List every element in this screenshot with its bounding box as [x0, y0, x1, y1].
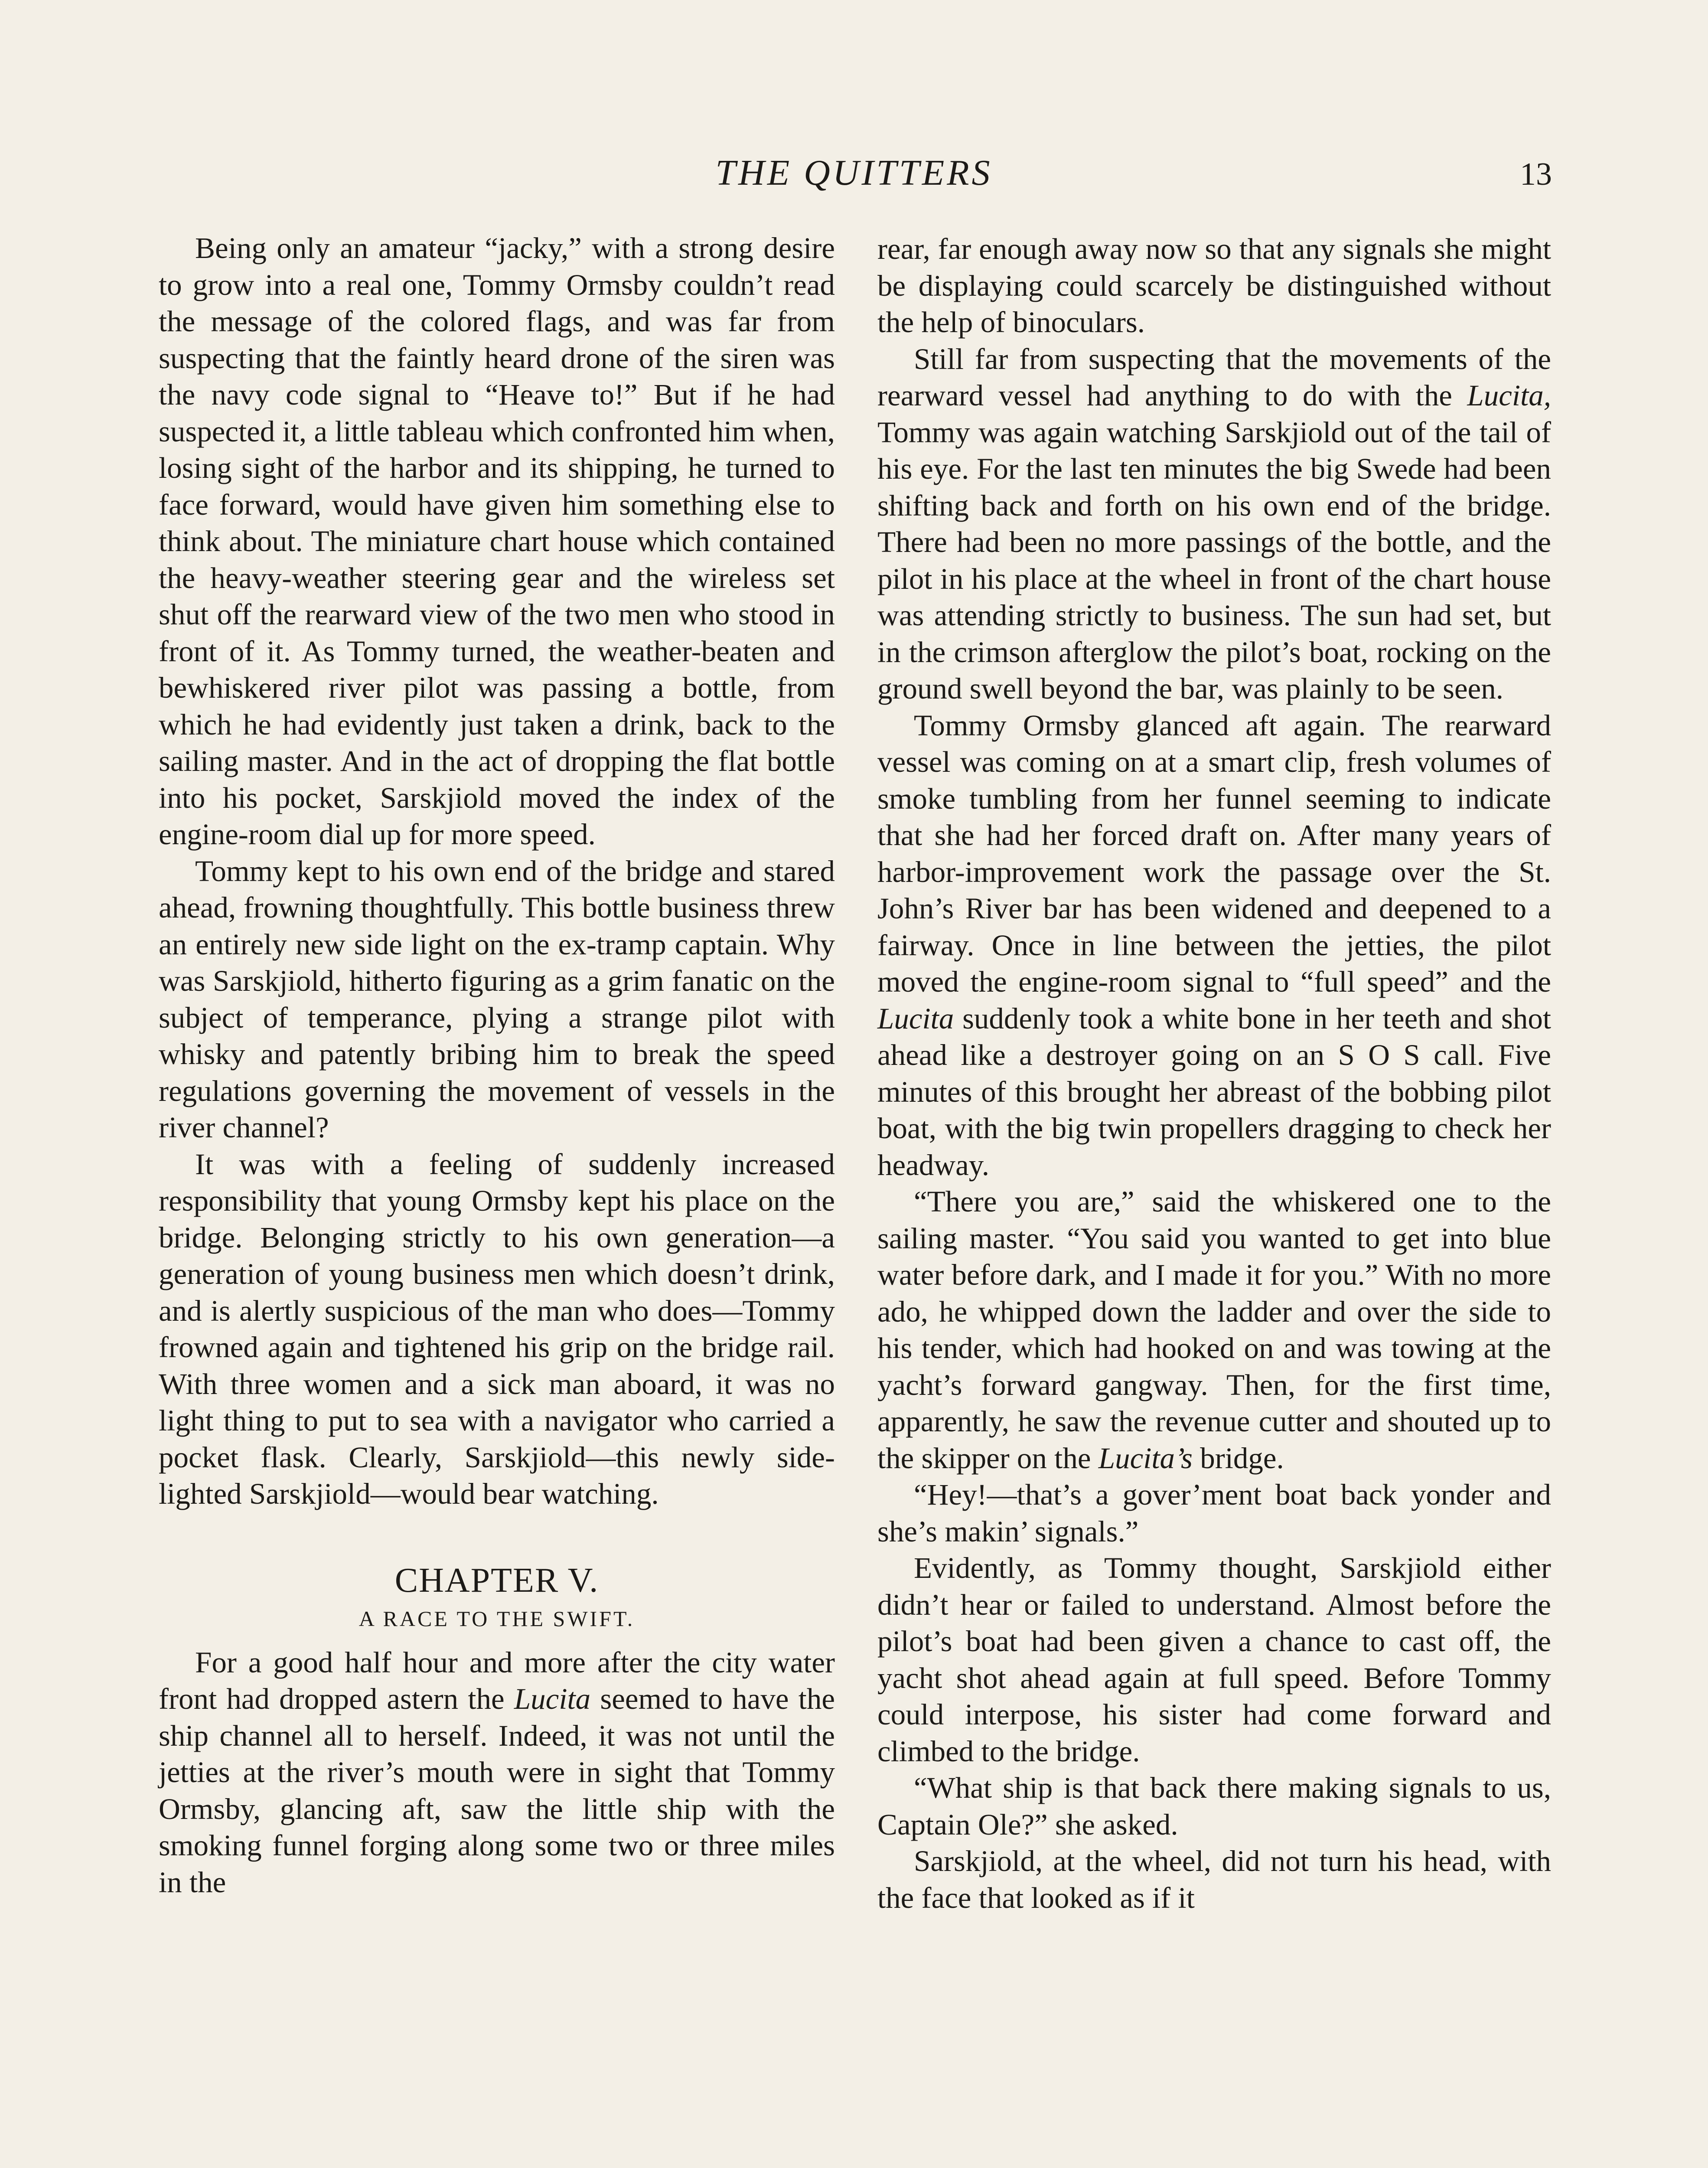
paragraph: Tommy kept to his own end of the bridge and stared ahead, frowning thoughtfully. This bottle business threw an entirely new side light on the ex-tramp captain. Why was Sarskjiold, hitherto figuring as a grim fanatic on the subject of temperance, plying a strange pilot with whisky and patently bribing him to break the speed regulations governing the movement of vessels in the river channel? — [159, 854, 835, 1144]
paragraph-text: Tommy was again watching Sarskjiold out of the tail of his eye. For the last ten minutes the big Swede had been shifting back and forth on his own end of the bridge. There had been no more passings of the bottle, and the pilot in his place at the wheel in front of the chart house was attending strictly to business. The sun had set, but in the crimson afterglow the pilot’s boat, rocking on the ground swell beyond the bar, was plainly to be seen. — [877, 415, 1551, 705]
paragraph: Evidently, as Tommy thought, Sarskjiold either didn’t hear or failed to understand. Almost before the pilot’s boat had been given a chance to cast off, the yacht shot ahead again at full speed. Before Tommy could interpose, his sister had come forward and climbed to the bridge. — [877, 1551, 1551, 1768]
paragraph — [159, 1644, 835, 1901]
paragraph: Being only an amateur “jacky,” with a strong desire to grow into a real one, Tommy Ormsby couldn’t read the message of the colored flags, and was far from suspecting that the faintly heard drone of the siren was the navy code signal to “Heave to!” But if he had suspected it, a little tableau which confronted him when, losing sight of the harbor and its shipping, he turned to face forward, would have given him something else to think about. The miniature chart house which contained the heavy-weather steering gear and the wireless set shut off the rearward view of the two men who stood in front of it. As Tommy turned, the weather-beaten and bewhiskered river pilot was passing a bottle, from which he had evidently just taken a drink, back to the sailing master. And in the act of dropping the flat bottle into his pocket, Sarskjiold moved the index of the engine-room dial up for more speed. — [159, 232, 835, 851]
paragraph-text: “There you are,” said the whiskered one to the sailing master. “You said you wanted to get into blue water before dark, and I made it for you.” With no more ado, he whipped down the ladder and over the side to his tender, which had hooked on and was towing at the yacht’s forward gangway. Then, for the first time, apparently, he saw the revenue cutter and shouted up to the skipper on the — [877, 1185, 1551, 1475]
paragraph: Sarskjiold, at the wheel, did not turn his head, with the face that looked as if it — [877, 1845, 1551, 1914]
chapter-title: CHAPTER V. — [394, 1561, 599, 1600]
paragraph: It was with a feeling of suddenly increased responsibility that young Ormsby kept his place on the bridge. Belonging strictly to his own generation—a generation of young business men which doesn’t drink, and is alertly suspicious of the man who does—Tommy frowned again and tightened his grip on the bridge rail. With three women and a sick man aboard, it was no light thing to put to sea with a navigator who carried a pocket flask. Clearly, Sarskjiold—this newly side-lighted Sarskjiold—would bear watching. — [159, 1147, 835, 1510]
ship-name: Lucita’s — [1098, 1441, 1193, 1475]
paragraph-text: For a good half hour and more after the city water front had dropped astern the — [159, 1646, 835, 1715]
ship-name: Lucita — [514, 1682, 591, 1715]
page-number: 13 — [1520, 157, 1552, 192]
ship-name: Lucita — [877, 1002, 954, 1035]
paragraph — [877, 341, 1551, 707]
right-column — [877, 231, 1551, 1916]
paragraph-text: Tommy Ormsby glanced aft again. The rearward vessel was coming on at a smart clip, fresh volumes of smoke tumbling from her funnel seeming to indicate that she had her forced draft on. After many years of harbor-improvement work the passage over the St. John’s River bar has been widened and deepened to a fairway. Once in line between the jetties, the pilot moved the engine-room signal to “full speed” and the — [877, 709, 1551, 998]
paragraph-text: suddenly took a white bone in her teeth and shot ahead like a destroyer going on an S O S call. Five minutes of this brought her abreast of the bobbing pilot boat, with the big twin propellers dragging to check her headway. — [877, 1002, 1551, 1182]
ship-name: Lucita, — [1467, 379, 1551, 412]
paragraph-text: seemed to have the ship channel all to herself. Indeed, it was not until the jetties at the river’s mouth were in sight that Tommy Ormsby, glancing aft, saw the little ship with the smoking funnel forging along some two or three miles in the — [159, 1682, 835, 1899]
paragraph-text: Still far from suspecting that the movements of the rearward vessel had anything to do with the — [877, 342, 1551, 412]
paragraph: “Hey!—that’s a gover’ment boat back yonder and she’s makin’ signals.” — [877, 1478, 1551, 1548]
paragraph: “What ship is that back there making signals to us, Captain Ole?” she asked. — [877, 1771, 1551, 1841]
paragraph-text: bridge. — [1193, 1441, 1284, 1475]
paragraph — [877, 707, 1551, 1184]
paragraph — [877, 1183, 1551, 1476]
running-head: THE QUITTERS — [715, 153, 993, 193]
left-column — [159, 230, 835, 1900]
chapter-subtitle: A RACE TO THE SWIFT. — [359, 1606, 635, 1631]
paragraph: rear, far enough away now so that any signals she might be displaying could scarcely be distinguished without the help of binoculars. — [877, 232, 1551, 339]
